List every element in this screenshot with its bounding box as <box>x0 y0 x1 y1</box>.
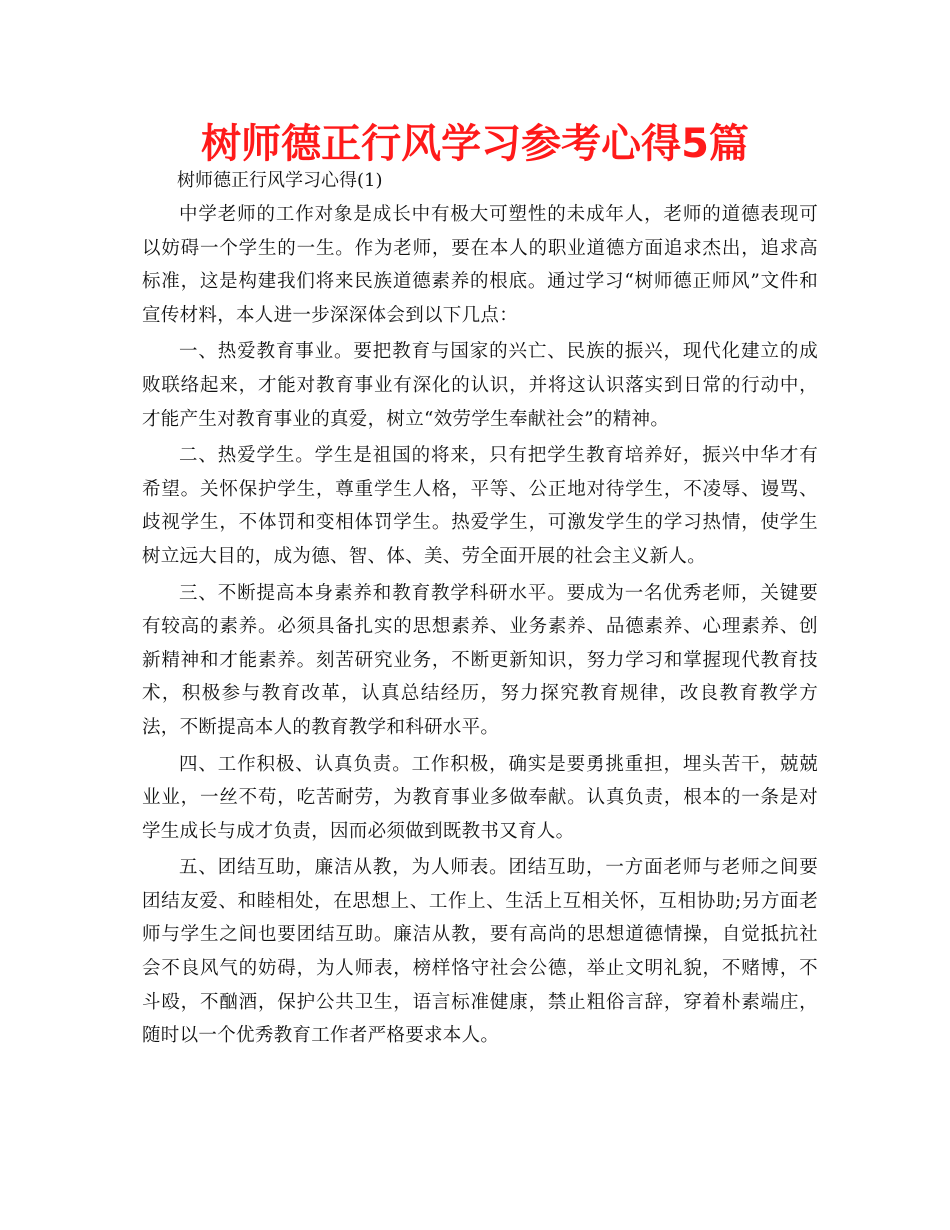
document-body <box>142 164 818 1056</box>
paragraph-point-1: 一、热爱教育事业。要把教育与国家的兴亡、民族的振兴，现代化建立的成败联络起来，才能对教育事业有深化的认识，并将这认识落实到日常的行动中，才能产生对教育事业的真爱，树立“效劳学生奉献社会”的精神。 <box>142 341 818 430</box>
paragraph-point-5: 五、团结互助，廉洁从教，为人师表。团结互助，一方面老师与老师之间要团结友爱、和睦相处，在思想上、工作上、生活上互相关怀，互相协助;另方面老师与学生之间也要团结互助。廉洁从教，要有高尚的思想道德情操，自觉抵抗社会不良风气的妨碍，为人师表，榜样恪守社会公德，举止文明礼貌，不赌博，不斗殴，不酗酒，保护公共卫生，语言标准健康，禁止粗俗言辞，穿着朴素端庄，随时以一个优秀教育工作者严格要求本人。 <box>142 857 818 1047</box>
paragraph-intro: 中学老师的工作对象是成长中有极大可塑性的未成年人，老师的道德表现可以妨碍一个学生的一生。作为老师，要在本人的职业道德方面追求杰出，追求高标准，这是构建我们将来民族道德素养的根底。通过学习“树师德正师风”文件和宣传材料，本人进一步深深体会到以下几点： <box>142 204 818 326</box>
paragraph-point-2: 二、热爱学生。学生是祖国的将来，只有把学生教育培养好，振兴中华才有希望。关怀保护学生，尊重学生人格，平等、公正地对待学生，不凌辱、谩骂、歧视学生，不体罚和变相体罚学生。热爱学生，可激发学生的学习热情，使学生树立远大目的，成为德、智、体、美、劳全面开展的社会主义新人。 <box>142 445 818 567</box>
paragraph-point-3: 三、不断提高本身素养和教育教学科研水平。要成为一名优秀老师，关键要有较高的素养。必须具备扎实的思想素养、业务素养、品德素养、心理素养、创新精神和才能素养。刻苦研究业务，不断更新知识，努力学习和掌握现代教育技术，积极参与教育改革，认真总结经历，努力探究教育规律，改良教育教学方法，不断提高本人的教育教学和科研水平。 <box>142 582 818 738</box>
paragraph-point-4: 四、工作积极、认真负责。工作积极，确实是要勇挑重担，埋头苦干，兢兢业业，一丝不苟，吃苦耐劳，为教育事业多做奉献。认真负责，根本的一条是对学生成长与成才负责，因而必须做到既教书又育人。 <box>142 753 818 842</box>
document-title: 树师德正行风学习参考心得5篇 <box>201 121 749 167</box>
section-heading: 树师德正行风学习心得(1) <box>177 170 383 191</box>
